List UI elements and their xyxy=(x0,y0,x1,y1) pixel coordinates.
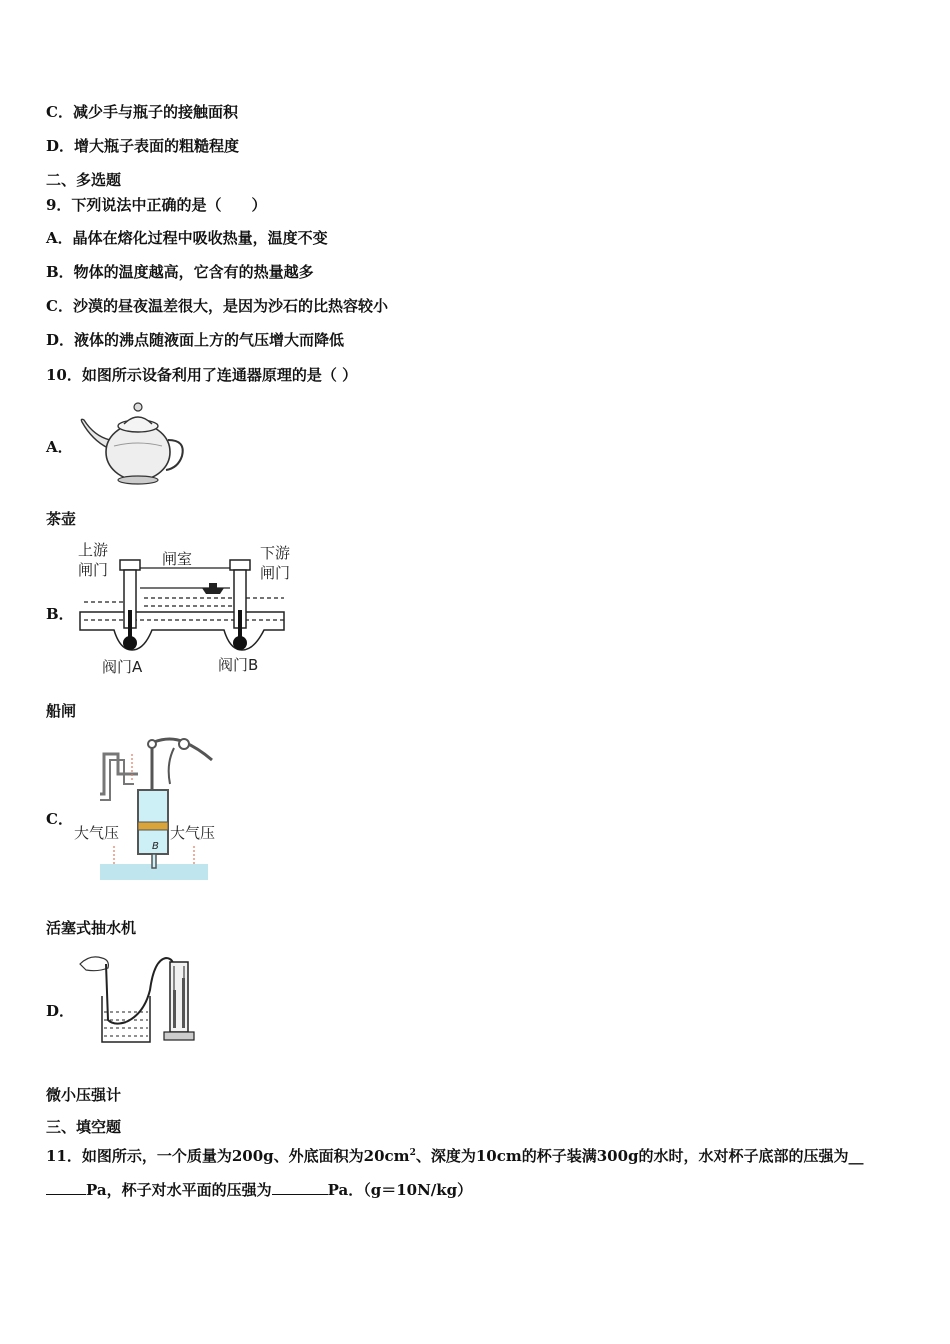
q10-option-d-caption: 微小压强计 xyxy=(46,1086,122,1104)
q11-blank-1[interactable] xyxy=(46,1180,86,1195)
q10-option-d-letter: D． xyxy=(46,1002,75,1020)
atm-right-label: 大气压 xyxy=(170,824,216,842)
q11-part2: 、深度为10cm的杯子装满300g的水时，水对杯子底部的压强为__ xyxy=(415,1147,864,1165)
valve-a-label: 阀门A xyxy=(102,658,143,676)
q10-option-a-caption: 茶壶 xyxy=(46,510,77,528)
q9-option-a: A．晶体在熔化过程中吸收热量，温度不变 xyxy=(46,229,328,247)
q9-option-d: D．液体的沸点随液面上方的气压增大而降低 xyxy=(46,331,345,349)
section-3-title: 三、填空题 xyxy=(46,1118,122,1136)
chamber-label: 闸室 xyxy=(162,550,193,568)
downstream-label-1: 下游 xyxy=(260,544,291,562)
q11-part4: Pa．（g＝10N/kg） xyxy=(327,1181,473,1199)
upstream-label-1: 上游 xyxy=(78,541,109,559)
upstream-label-2: 闸门 xyxy=(78,561,109,579)
downstream-label-2: 闸门 xyxy=(260,564,291,582)
q8-option-c: C．减少手与瓶子的接触面积 xyxy=(46,103,238,121)
q10-option-c-caption: 活塞式抽水机 xyxy=(46,919,137,937)
valve-b-label: 阀门B xyxy=(218,656,259,674)
q8-option-d: D．增大瓶子表面的粗糙程度 xyxy=(46,137,240,155)
q10-option-c-letter: C． xyxy=(46,810,73,828)
ship-lock-figure xyxy=(74,540,304,680)
q11-line-1 xyxy=(46,1143,864,1166)
manometer-figure xyxy=(74,950,198,1046)
atm-left-label: 大气压 xyxy=(74,824,120,842)
piston-pump-figure xyxy=(74,734,234,886)
q11-part1: 11．如图所示，一个质量为200g、外底面积为20cm xyxy=(46,1147,410,1165)
q10-option-b-caption: 船闸 xyxy=(46,702,77,720)
q11-blank-2[interactable] xyxy=(272,1180,328,1195)
q9-option-b: B．物体的温度越高，它含有的热量越多 xyxy=(46,263,314,281)
q10-option-a-letter: A． xyxy=(46,438,73,456)
q11-line-2 xyxy=(46,1180,472,1200)
q10-option-b-letter: B． xyxy=(46,605,74,623)
q11-sup: 2 xyxy=(409,1148,416,1158)
point-b-label: B xyxy=(152,841,159,852)
q9-option-c: C．沙漠的昼夜温差很大，是因为沙石的比热容较小 xyxy=(46,297,388,315)
q11-part3: Pa，杯子对水平面的压强为 xyxy=(86,1181,272,1199)
section-2-title: 二、多选题 xyxy=(46,171,122,189)
teapot-figure xyxy=(74,396,190,488)
q9-stem: 9．下列说法中正确的是（ ） xyxy=(46,196,267,214)
q10-stem: 10．如图所示设备利用了连通器原理的是（ ） xyxy=(46,366,358,384)
